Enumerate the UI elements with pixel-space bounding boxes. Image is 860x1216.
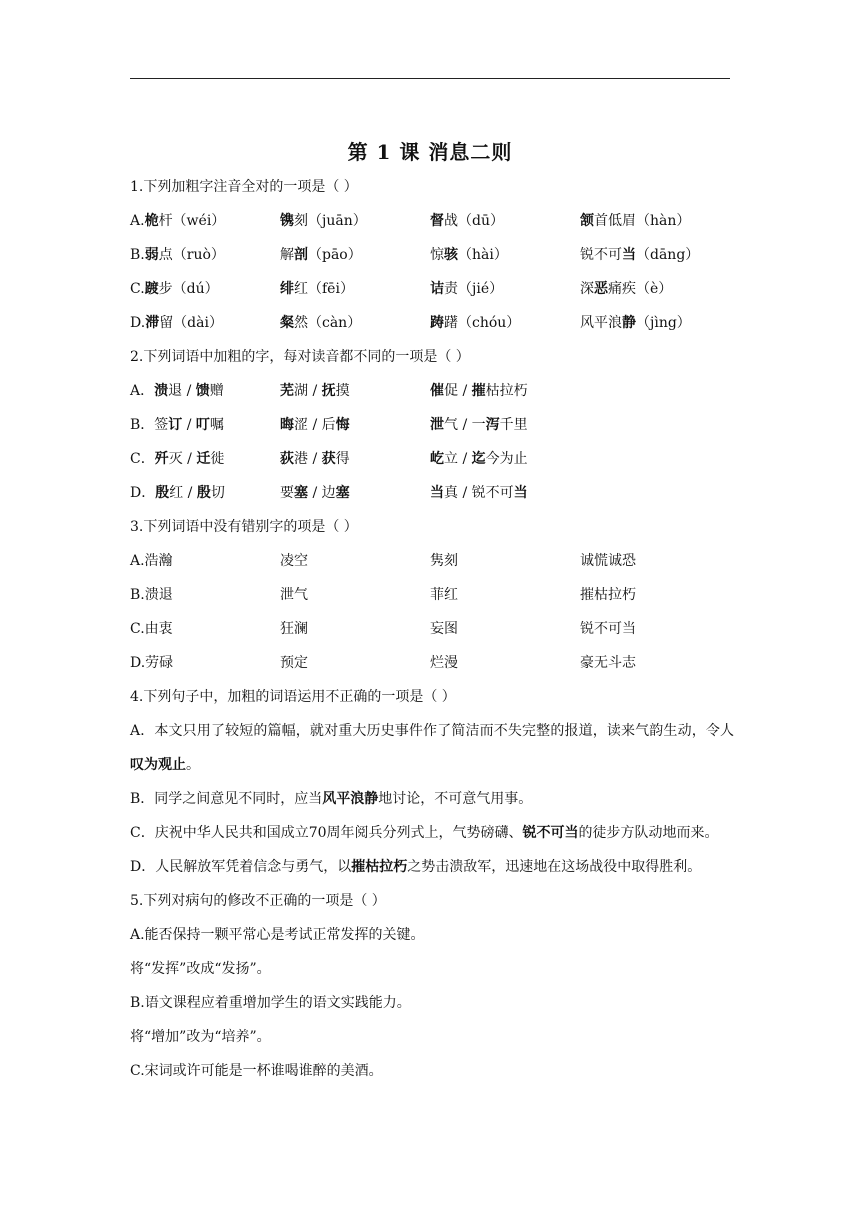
option-cell: 隽刻 [430,553,458,569]
question-1-option-c [130,272,734,306]
question-5-line: 将“发挥”改成“发扬”。 [130,961,271,977]
question-1-option-d [130,306,734,340]
option-cell: 晦涩 / 后悔 [280,417,350,433]
question-3-option-c [130,612,734,646]
option-cell: 摧枯拉朽 [580,587,636,603]
question-3-stem: 3.下列词语中没有错别字的项是（ ） [130,519,358,535]
option-cell: C.由衷 [130,621,173,637]
page-title: 第 1 课 消息二则 [347,140,513,164]
option-cell: A.桅杆（wéi） [130,213,226,229]
question-1-option-a [130,204,734,238]
option-cell: 预定 [280,655,308,671]
question-5-line: A.能否保持一颗平常心是考试正常发挥的关键。 [130,927,425,943]
question-3-option-b [130,578,734,612]
option-cell: 凌空 [280,553,308,569]
question-4-option-a: A．本文只用了较短的篇幅，就对重大历史事件作了简洁而不失完整的报道，读来气韵生动，令人叹为观止。 [130,723,734,773]
question-1-option-b [130,238,734,272]
question-5-line: B.语文课程应着重增加学生的语文实践能力。 [130,995,411,1011]
question-1-stem: 1.下列加粗字注音全对的一项是（ ） [130,179,358,195]
option-cell: 粲然（càn） [280,315,362,331]
option-cell: 屹立 / 迄今为止 [430,451,528,467]
question-4-option-c: C．庆祝中华人民共和国成立70周年阅兵分列式上，气势磅礴、锐不可当的徒步方队动地而来。 [130,825,719,841]
option-cell: 锐不可当（dāng） [580,247,700,263]
question-3-option-a [130,544,734,578]
question-5-line: 将“增加”改为“培养”。 [130,1029,271,1045]
option-cell: 诚慌诚恐 [580,553,636,569]
option-cell: 芜湖 / 抚摸 [280,383,350,399]
question-2-option-d [130,476,734,510]
question-2-stem: 2.下列词语中加粗的字，每对读音都不同的一项是（ ） [130,349,470,365]
question-4-stem: 4.下列句子中，加粗的词语运用不正确的一项是（ ） [130,689,456,705]
option-cell: 狂澜 [280,621,308,637]
option-cell: D.滞留（dài） [130,315,223,331]
option-cell: D．殷红 / 殷切 [130,485,225,501]
option-cell: 镌刻（juān） [280,213,367,229]
option-cell: 泄气 / 一泻千里 [430,417,528,433]
option-cell: D.劳碌 [130,655,174,671]
option-cell: 深恶痛疾（è） [580,281,673,297]
option-cell: 诘责（jié） [430,281,504,297]
question-2-option-c [130,442,734,476]
option-cell: B.弱点（ruò） [130,247,225,263]
option-cell: 督战（dū） [430,213,504,229]
document-body [130,170,734,1088]
question-5-line: C.宋词或许可能是一杯谁喝谁醉的美酒。 [130,1063,383,1079]
option-cell: 泄气 [280,587,308,603]
option-cell: 踌躇（chóu） [430,315,521,331]
option-cell: 菲红 [430,587,458,603]
option-cell: 妄图 [430,621,458,637]
question-4-option-d: D．人民解放军凭着信念与勇气，以摧枯拉朽之势击溃敌军，迅速地在这场战役中取得胜利。 [130,859,702,875]
option-cell: 解剖（pāo） [280,247,362,263]
option-cell: 惊骇（hài） [430,247,508,263]
option-cell: B．签订 / 叮嘱 [130,417,224,433]
option-cell: B.溃退 [130,587,173,603]
option-cell: 豪无斗志 [580,655,636,671]
option-cell: 锐不可当 [580,621,636,637]
option-cell: A.浩瀚 [130,553,173,569]
question-5-stem: 5.下列对病句的修改不正确的一项是（ ） [130,893,386,909]
option-cell: 风平浪静（jìng） [580,315,691,331]
option-cell: C.踱步（dú） [130,281,219,297]
option-cell: 催促 / 摧枯拉朽 [430,383,528,399]
header-rule [130,78,730,79]
option-cell: C．歼灭 / 迁徙 [130,451,225,467]
option-cell: A．溃退 / 馈赠 [130,383,224,399]
question-4-option-b: B．同学之间意见不同时，应当风平浪静地讨论，不可意气用事。 [130,791,533,807]
question-2-option-a [130,374,734,408]
question-3-option-d [130,646,734,680]
option-cell: 要塞 / 边塞 [280,485,350,501]
option-cell: 烂漫 [430,655,458,671]
question-2-option-b [130,408,734,442]
option-cell: 绯红（fēi） [280,281,354,297]
option-cell: 当真 / 锐不可当 [430,485,528,501]
option-cell: 颔首低眉（hàn） [580,213,691,229]
option-cell: 荻港 / 获得 [280,451,350,467]
